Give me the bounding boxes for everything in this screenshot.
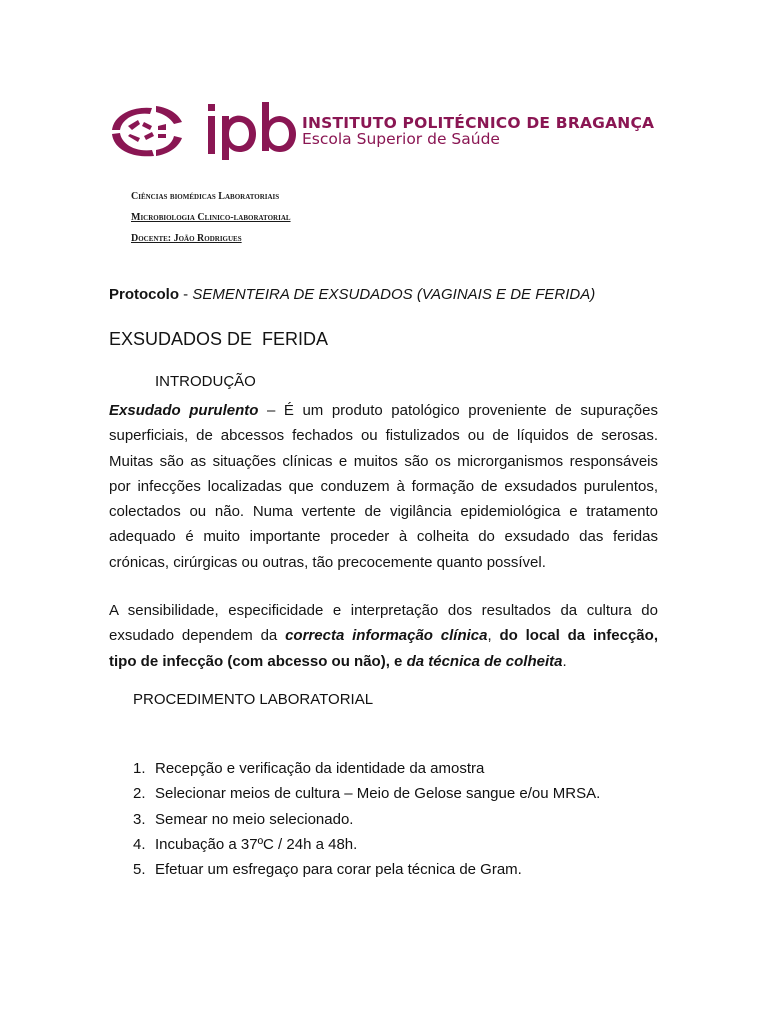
sensitivity-paragraph — [109, 598, 658, 674]
discipline-name: Microbiologia Clinico-laboratorial — [131, 212, 291, 223]
section-title: EXSUDADOS DE FERIDA — [109, 329, 329, 349]
paragraph-line: crónicas, cirúrgicas ou outras, tão precocemente quanto possível. — [109, 553, 546, 571]
paragraph-text: exsudado dependem da — [109, 627, 286, 645]
institute-name: INSTITUTO POLITÉCNICO DE BRAGANÇA — [302, 114, 655, 132]
school-name: Escola Superior de Saúde — [302, 130, 500, 148]
list-item — [133, 836, 600, 861]
paragraph-line: superficiais, de abcessos fechados ou fistulizados ou de líquidos de serosas. — [109, 427, 658, 445]
procedure-heading: PROCEDIMENTO LABORATORIAL — [133, 691, 374, 708]
emphasis-text: da técnica de colheita — [406, 652, 563, 670]
paragraph-line: Muitas são as situações clínicas e muitos são os microrganismos responsáveis — [109, 452, 658, 470]
step-text: Recepção e verificação da identidade da amostra — [155, 760, 485, 777]
teacher-name: Docente: João Rodrigues — [131, 233, 242, 244]
paragraph-line — [109, 649, 658, 674]
term-exsudado-purulento: Exsudado purulento — [109, 402, 259, 419]
step-number: 5. — [133, 861, 146, 879]
introduction-heading: INTRODUÇÃO — [155, 373, 256, 390]
list-item — [133, 861, 600, 886]
paragraph-line: adequado é muito importante proceder à colheita do exsudado das feridas — [109, 528, 658, 546]
paragraph-line — [109, 398, 658, 423]
step-text: Semear no meio selecionado. — [155, 810, 354, 828]
bold-text: tipo de infecção (com abcesso ou não), e — [109, 652, 407, 670]
protocol-label: Protocolo — [109, 286, 179, 303]
list-item — [133, 760, 600, 785]
paragraph-text: , — [487, 627, 500, 645]
protocol-separator: - — [179, 286, 193, 303]
list-item — [133, 811, 600, 836]
step-number: 4. — [133, 835, 146, 853]
protocol-title: SEMENTEIRA DE EXSUDADOS (VAGINAIS E DE FERIDA) — [192, 286, 596, 303]
paragraph-line — [109, 623, 658, 648]
ipb-emblem-icon — [108, 100, 308, 162]
list-item — [133, 785, 600, 810]
paragraph-text: . — [562, 652, 567, 670]
paragraph-line: colectados ou não. Numa vertente de vigilância epidemiológica e tratamento — [109, 503, 658, 521]
step-number: 3. — [133, 810, 146, 828]
step-number: 1. — [133, 760, 146, 777]
step-number: 2. — [133, 785, 146, 803]
introduction-paragraph — [109, 398, 658, 575]
procedure-steps-list — [133, 760, 600, 886]
protocol-line — [109, 286, 595, 303]
bold-text: do local da infecção, — [499, 627, 658, 645]
course-name: Ciências biomédicas Laboratoriais — [131, 191, 280, 202]
emphasis-text: correcta informação clínica — [285, 627, 488, 645]
paragraph-text: – É um produto patológico proveniente de supurações — [258, 402, 658, 419]
paragraph-line: A sensibilidade, especificidade e interpretação dos resultados da cultura do — [109, 602, 658, 619]
paragraph-line: por infecções localizadas que conduzem à formação de exsudados purulentos, — [109, 477, 658, 495]
step-text: Incubação a 37ºC / 24h a 48h. — [155, 835, 358, 853]
step-text: Efetuar um esfregaço para corar pela técnica de Gram. — [155, 861, 522, 879]
step-text: Selecionar meios de cultura – Meio de Gelose sangue e/ou MRSA. — [155, 785, 601, 803]
